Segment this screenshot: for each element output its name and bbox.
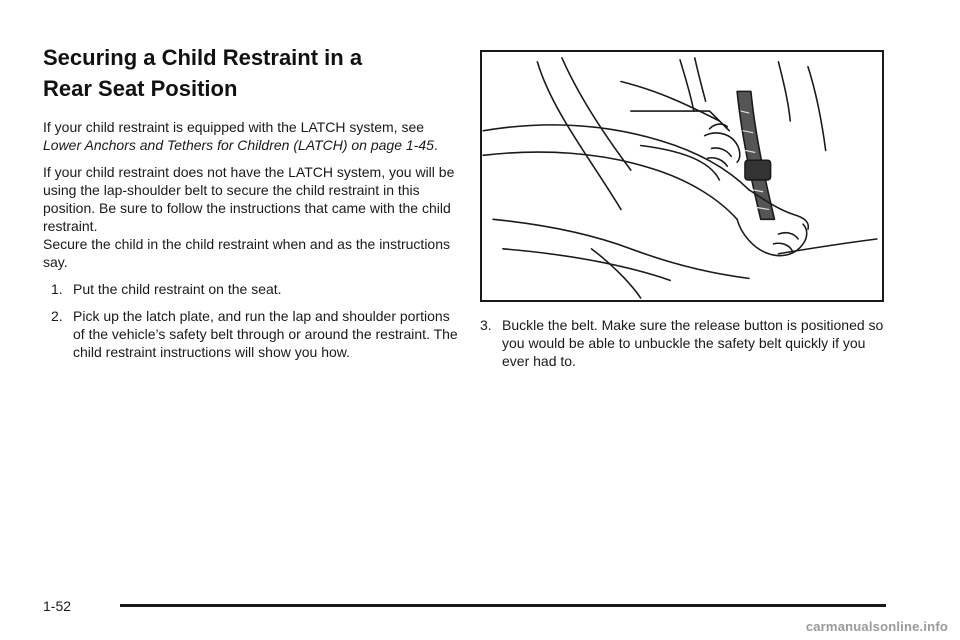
watermark: carmanualsonline.info: [805, 619, 948, 634]
seat-line: [808, 67, 826, 151]
seat-line: [631, 111, 729, 131]
intro-paragraph-latch-text: If your child restraint is equipped with the LATCH system, see: [43, 119, 425, 135]
section-title-line-1: Securing a Child Restraint in a: [43, 45, 363, 70]
buckle: [745, 160, 771, 180]
steps-list: [43, 280, 463, 361]
step-item: [43, 307, 463, 361]
step-item: [43, 280, 463, 298]
step-number: 2.: [51, 308, 63, 324]
page-footer: [43, 596, 886, 616]
page-number: 1-52: [43, 598, 72, 614]
hands-buckling-belt-drawing: [482, 52, 882, 300]
buckling-belt-illustration: [480, 50, 884, 302]
intro-paragraph-secure-child: Secure the child in the child restraint when and as the instructions say.: [43, 236, 451, 270]
step-text: Put the child restraint on the seat.: [73, 281, 282, 297]
step-text: Buckle the belt. Make sure the release button is positioned so you would be able to unbuckle the safety belt quickly if you ever had to.: [502, 317, 884, 369]
step-number: 1.: [51, 281, 63, 297]
section-title-line-2: Rear Seat Position: [43, 76, 238, 101]
left-column: [43, 42, 463, 370]
seat-line: [641, 145, 720, 179]
intro-paragraph-no-latch: If your child restraint does not have the LATCH system, you will be using the lap-shoulder belt to secure the child restraint in this position. Be sure to follow the instructions that came with the child restraint.: [43, 164, 455, 234]
step-number: 3.: [480, 317, 492, 333]
seat-line: [493, 219, 749, 278]
intro-paragraph-latch-end: .: [433, 137, 438, 153]
finger-line: [712, 148, 732, 156]
seat-line: [778, 239, 876, 254]
step-item: [480, 316, 886, 370]
finger-line: [778, 233, 798, 239]
arm-outline: [483, 152, 737, 219]
finger-line: [774, 243, 793, 250]
section-title: [43, 42, 463, 104]
right-column: [480, 50, 886, 370]
seat-line: [591, 249, 640, 298]
seat-line: [778, 62, 790, 121]
seat-line: [695, 58, 706, 101]
latch-cross-reference: Lower Anchors and Tethers for Children (LATCH) on page 1-45: [43, 137, 434, 153]
step-text: Pick up the latch plate, and run the lap and shoulder portions of the vehicle’s safety belt through or around the restraint. The child restraint instructions will show you how.: [73, 308, 458, 360]
footer-rule: [120, 604, 886, 607]
intro-paragraph-latch: [43, 118, 463, 154]
belt-strap: [737, 91, 774, 219]
seat-line: [537, 62, 621, 210]
seat-line: [621, 82, 719, 121]
